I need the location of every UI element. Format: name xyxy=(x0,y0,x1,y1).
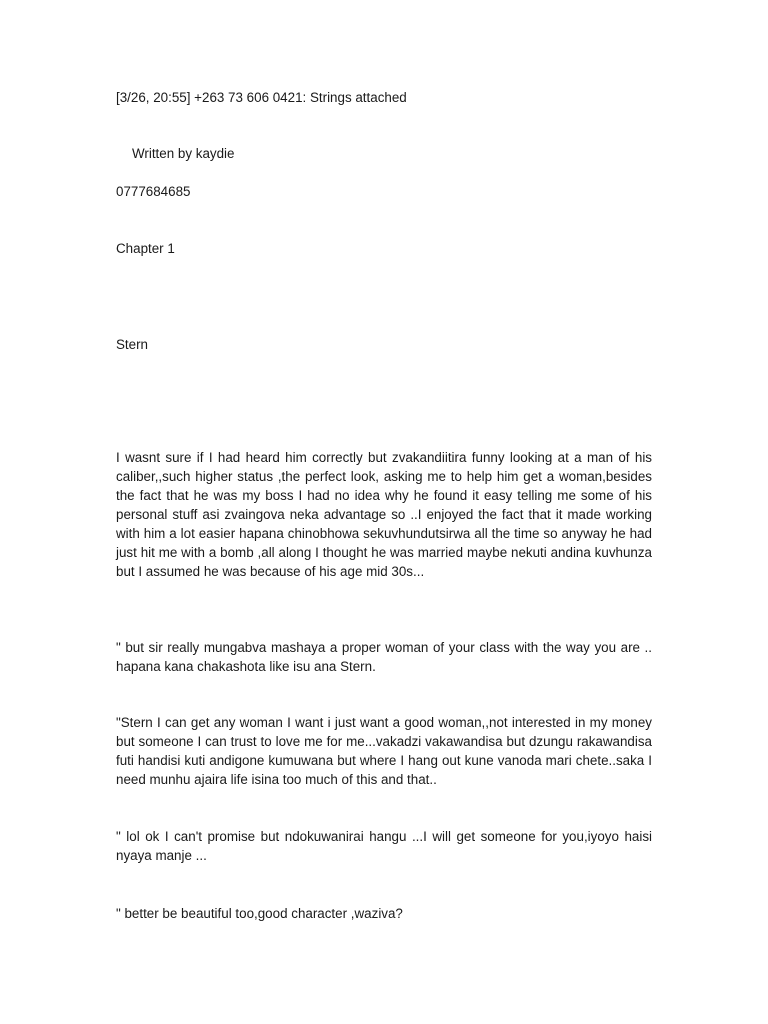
author-byline: Written by kaydie xyxy=(132,146,235,161)
story-paragraph: " but sir really mungabva mashaya a proper woman of your class with the way you are .. hapana kana chakashota like isu ana Stern. xyxy=(116,640,652,674)
story-paragraph: I wasnt sure if I had heard him correctly but zvakandiitira funny looking at a man of his caliber,,such higher status ,the perfect look, asking me to help him get a woman,besides the fact that he was my boss I had no idea why he found it easy telling me some of his personal stuff asi zvaingova neka advantage so ..I enjoyed the fact that it made working with him a lot easier hapana chinobhowa sekuvhundutsirwa all the time so anyway he had just hit me with a bomb ,all along I thought he was married maybe nekuti andina kuvhunza but I assumed he was because of his age mid 30s... xyxy=(116,450,652,579)
story-paragraph: " better be beautiful too,good character ,waziva? xyxy=(116,906,403,921)
author-phone: 0777684685 xyxy=(116,184,191,199)
story-paragraph: "Stern I can get any woman I want i just want a good woman,,not interested in my money but someone I can trust to love me for me...vakadzi vakawandisa but dzungu rakawandisa futi handisi kuti andigone kumuwana but where I hang out kune vanoda mari chete..saka I need munhu ajaira life isina too much of this and that.. xyxy=(116,715,652,787)
chapter-title: Chapter 1 xyxy=(116,241,175,256)
story-paragraph: " lol ok I can't promise but ndokuwanirai hangu ...I will get someone for you,iyoyo haisi nyaya manje ... xyxy=(116,829,652,863)
message-header-line: [3/26, 20:55] +263 73 606 0421: Strings attached xyxy=(116,90,407,105)
pov-heading: Stern xyxy=(116,337,149,352)
